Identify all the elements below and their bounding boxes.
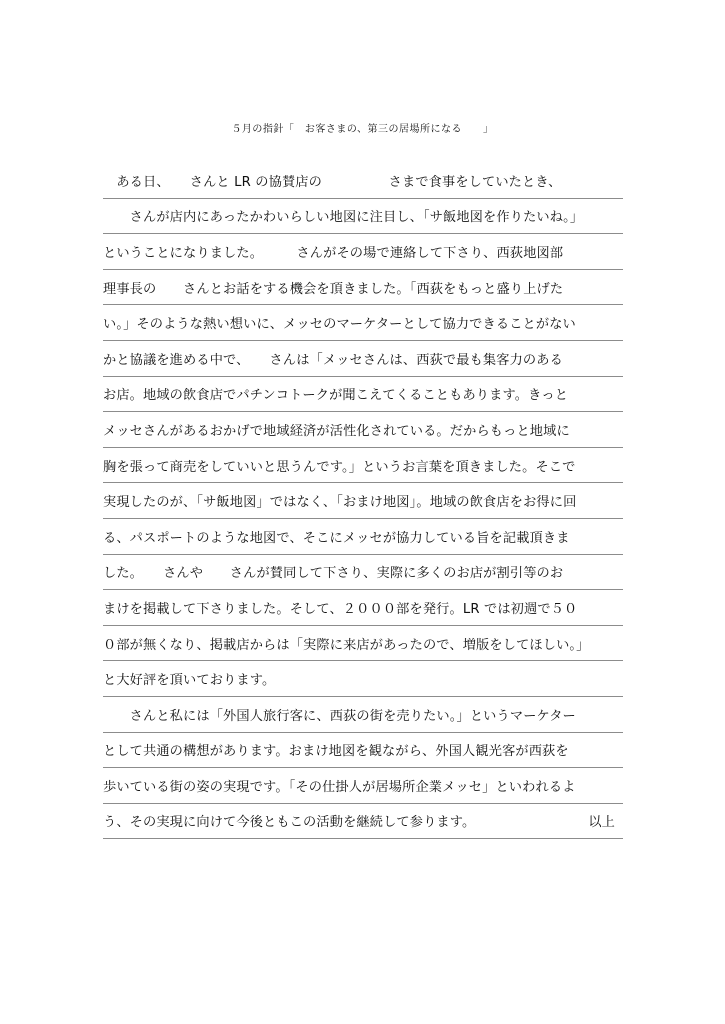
text-line: ０部が無くなり、掲載店からは「実際に来店があったので、増版をしてほしい。」: [103, 626, 623, 662]
text-line: ということになりました。 さんがその場で連絡して下さり、西荻地図部: [103, 234, 623, 270]
text-line: ある日、 さんと LR の協賛店の さまで食事をしていたとき、: [103, 163, 623, 199]
text-line: した。 さんや さんが賛同して下さり、実際に多くのお店が割引等のお: [103, 555, 623, 591]
text-line: さんと私には「外国人旅行客に、西荻の街を売りたい。」というマーケター: [103, 697, 623, 733]
text-line: 胸を張って商売をしていいと思うんです。」というお言葉を頂きました。そこで: [103, 448, 623, 484]
text-line: として共通の構想があります。おまけ地図を観ながら、外国人観光客が西荻を: [103, 733, 623, 769]
text-line: 理事長の さんとお話をする機会を頂きました。「西荻をもっと盛り上げた: [103, 270, 623, 306]
text-line: 実現したのが、「サ飯地図」ではなく、「おまけ地図」。地域の飲食店をお得に回: [103, 483, 623, 519]
closing-word: 以上: [588, 815, 615, 831]
text-line: と大好評を頂いております。: [103, 661, 623, 697]
page-title: ５月の指針「 お客さまの、第三の居場所になる 」: [231, 124, 494, 135]
text-line: い。」そのような熱い想いに、メッセのマーケターとして協力できることがない: [103, 305, 623, 341]
text-line: お店。地域の飲食店でパチンコトークが聞こえてくることもあります。きっと: [103, 377, 623, 413]
closing-text: う、その実現に向けて今後ともこの活動を継続して参ります。: [103, 815, 476, 831]
text-line: まけを掲載して下さりました。そして、２０００部を発行。LR では初週で５０: [103, 590, 623, 626]
text-line: メッセさんがあるおかげで地域経済が活性化されている。だからもっと地域に: [103, 412, 623, 448]
text-line: 歩いている街の姿の実現です。「その仕掛人が居場所企業メッセ」といわれるよ: [103, 768, 623, 804]
text-line: る、パスポートのような地図で、そこにメッセが協力している旨を記載頂きま: [103, 519, 623, 555]
document-body: [103, 163, 623, 839]
closing-line: [103, 804, 623, 840]
text-line: かと協議を進める中で、 さんは「メッセさんは、西荻で最も集客力のある: [103, 341, 623, 377]
text-line: さんが店内にあったかわいらしい地図に注目し、「サ飯地図を作りたいね。」: [103, 199, 623, 235]
